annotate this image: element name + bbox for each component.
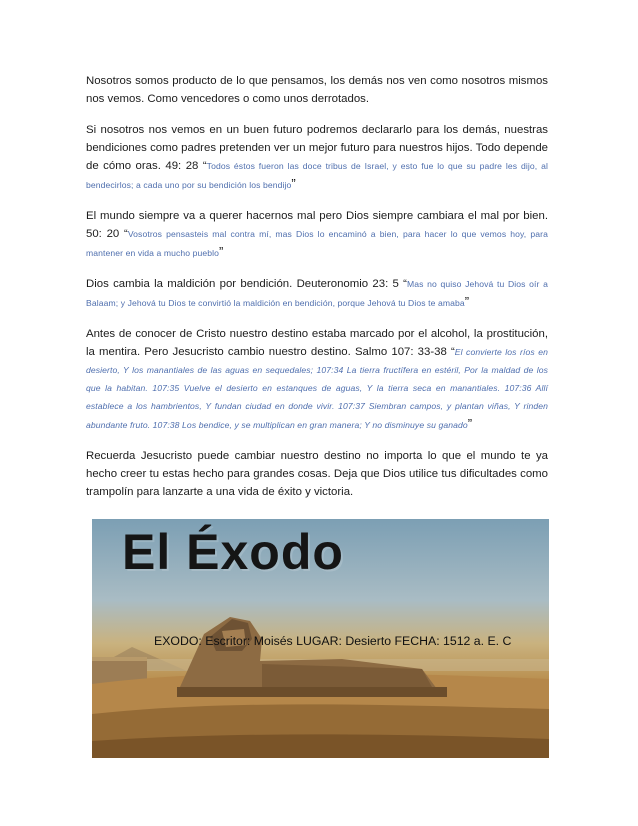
document-body (86, 72, 548, 514)
bible-quote: Todos éstos fueron las doce tribus de Israel, y esto fue lo que su padre les dijo, al bendecirlos; a cada uno por su bendición los bendijo (86, 161, 548, 190)
paragraph-text: Si nosotros nos vemos en un buen futuro podremos declararlo para los demás, nuestras bendiciones como padres pretenden ver un mejor futuro para nuestros hijos. Todo depende de cómo oras. 49: 28 “ (86, 124, 548, 172)
closing-quote-mark: ” (467, 416, 473, 431)
paragraph-text: Antes de conocer de Cristo nuestro destino estaba marcado por el alcohol, la prostitución, la mentira. Pero Jesucristo cambio nuestro destino. Salmo 107: 33-38 “ (86, 328, 548, 358)
paragraph-text: El mundo siempre va a querer hacernos mal pero Dios siempre cambiara el mal por bien. 50: 20 “ (86, 210, 548, 240)
paragraph-genesis-49 (86, 121, 548, 194)
bible-quote: Mas no quiso Jehová tu Dios oír a Balaam; y Jehová tu Dios te convirtió la maldición en bendición, porque Jehová tu Dios te amaba (86, 279, 548, 308)
paragraph-closing (86, 447, 548, 501)
bible-quote: Vosotros pensasteis mal contra mí, mas Dios lo encaminó a bien, para hacer lo que vemos hoy, para mantener en vida a mucho pueblo (86, 229, 548, 258)
paragraph-text: Nosotros somos producto de lo que pensamos, los demás nos ven como nosotros mismos nos vemos. Como vencedores o como unos derrotados. (86, 75, 548, 105)
paragraph-text: Recuerda Jesucristo puede cambiar nuestro destino no importa lo que el mundo te ya hecho creer tu estas hecho para grandes cosas. Deja que Dios utilice tus dificultades como trampolín para lanzarte a una vida de éxito y victoria. (86, 450, 548, 498)
paragraph-intro (86, 72, 548, 108)
closing-quote-mark: ” (219, 244, 224, 259)
paragraph-text: Dios cambia la maldición por bendición. Deuteronomio 23: 5 “ (86, 278, 407, 290)
closing-quote-mark: ” (464, 294, 470, 309)
banner-caption: EXODO: Escritor: Moisés LUGAR: Desierto FECHA: 1512 a. E. C (154, 634, 512, 648)
closing-quote-mark: ” (291, 176, 296, 191)
paragraph-genesis-50 (86, 207, 548, 262)
exodus-banner-image (92, 519, 549, 758)
bible-quote: El convierte los ríos en desierto, Y los manantiales de las aguas en sequedales; 107:34 La tierra fructífera en estéril, Por la maldad de los que la habitan. 107:35 Vuelve el desierto en estanques de aguas, Y la tierra seca en manantiales. 107:36 Allí establece a los hambrientos, Y fundan ciudad en donde vivir. 107:37 Siembran campos, y plantan viñas, Y rinden abundante fruto. 107:38 Los bendice, y se multiplican en gran manera; Y no disminuye su ganado (86, 347, 548, 430)
paragraph-deuteronomy (86, 275, 548, 312)
paragraph-psalm-107 (86, 325, 548, 434)
banner-title: El Éxodo (122, 524, 344, 580)
